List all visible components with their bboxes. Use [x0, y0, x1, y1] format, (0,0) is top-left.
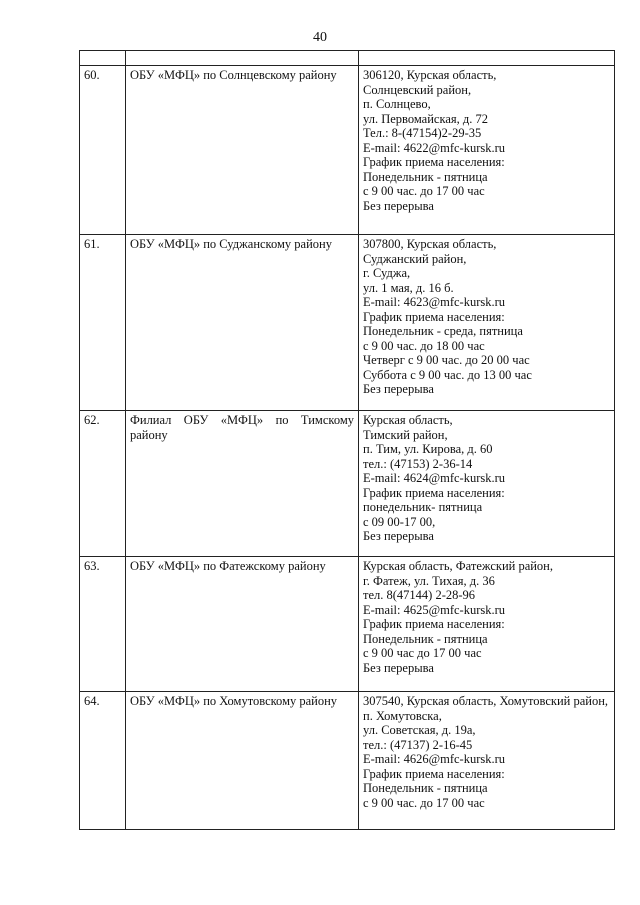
- info-line: E-mail: 4625@mfc-kursk.ru: [363, 602, 506, 617]
- info-line: График приема населения:: [363, 155, 505, 169]
- info-line: с 9 00 час. до 17 00 час: [363, 184, 485, 198]
- info-line: тел. 8(47144) 2-28-96: [363, 588, 476, 602]
- office-name: Филиал ОБУ «МФЦ» по Тимскому району: [126, 411, 359, 557]
- table-row: [80, 66, 615, 235]
- info-line: ул. Первомайская, д. 72: [363, 111, 488, 126]
- info-line: E-mail: 4624@mfc-kursk.ru: [363, 471, 506, 485]
- info-line: Понедельник - пятница: [363, 169, 488, 184]
- row-number: 60.: [80, 66, 126, 235]
- info-line: Без перерыва: [363, 529, 434, 543]
- info-line: График приема населения:: [363, 485, 505, 500]
- info-line: п. Солнцево,: [363, 97, 431, 111]
- office-name: ОБУ «МФЦ» по Хомутовскому району: [126, 692, 359, 830]
- table-header-row: [80, 51, 615, 66]
- info-line: Без перерыва: [363, 198, 434, 213]
- info-line: Солнцевский район,: [363, 82, 472, 97]
- info-line: 306120, Курская область,: [363, 68, 497, 82]
- info-line: Без перерыва: [363, 382, 434, 396]
- page-number: 40: [313, 30, 327, 45]
- info-line: п. Тим, ул. Кирова, д. 60: [363, 442, 493, 456]
- office-name: ОБУ «МФЦ» по Фатежскому району: [126, 557, 359, 692]
- info-line: с 09 00-17 00,: [363, 514, 436, 529]
- header-cell-info: [359, 51, 615, 66]
- table-row: [80, 557, 615, 692]
- info-line: Суджанский район,: [363, 251, 467, 266]
- header-cell-number: [80, 51, 126, 66]
- info-line: понедельник- пятница: [363, 500, 483, 514]
- info-line: ул. Советская, д. 19а,: [363, 723, 476, 737]
- info-line: График приема населения:: [363, 766, 505, 781]
- info-line: 307540, Курская область, Хомутовский район,: [363, 694, 609, 708]
- table-row: [80, 692, 615, 830]
- row-number: 64.: [80, 692, 126, 830]
- info-line: тел.: (47137) 2-16-45: [363, 737, 473, 752]
- info-line: Понедельник - пятница: [363, 781, 488, 795]
- row-number: 63.: [80, 557, 126, 692]
- header-cell-name: [126, 51, 359, 66]
- table-row: [80, 411, 615, 557]
- info-line: 307800, Курская область,: [363, 237, 497, 251]
- info-line: Суббота с 9 00 час. до 13 00 час: [363, 367, 532, 382]
- info-line: тел.: (47153) 2-36-14: [363, 456, 473, 471]
- office-info: [359, 411, 615, 557]
- office-info: [359, 692, 615, 830]
- info-line: График приема населения:: [363, 617, 505, 631]
- row-number: 61.: [80, 235, 126, 411]
- office-info: [359, 235, 615, 411]
- info-line: График приема населения:: [363, 309, 505, 324]
- info-line: г. Суджа,: [363, 266, 411, 280]
- table-row: [80, 235, 615, 411]
- info-line: Курская область,: [363, 413, 453, 427]
- info-line: с 9 00 час. до 17 00 час: [363, 795, 485, 810]
- info-line: Тел.: 8-(47154)2-29-35: [363, 126, 482, 140]
- info-line: E-mail: 4626@mfc-kursk.ru: [363, 752, 506, 766]
- info-line: E-mail: 4622@mfc-kursk.ru: [363, 140, 506, 155]
- info-line: ул. 1 мая, д. 16 б.: [363, 280, 454, 295]
- info-line: E-mail: 4623@mfc-kursk.ru: [363, 295, 506, 309]
- info-line: п. Хомутовска,: [363, 708, 442, 723]
- info-line: с 9 00 час. до 18 00 час: [363, 338, 485, 353]
- office-info: [359, 557, 615, 692]
- row-number: 62.: [80, 411, 126, 557]
- info-line: Без перерыва: [363, 660, 434, 675]
- info-line: г. Фатеж, ул. Тихая, д. 36: [363, 573, 495, 588]
- info-line: Курская область, Фатежский район,: [363, 559, 553, 573]
- info-line: Тимский район,: [363, 427, 448, 442]
- info-line: Четверг с 9 00 час. до 20 00 час: [363, 353, 530, 367]
- info-line: с 9 00 час до 17 00 час: [363, 646, 482, 660]
- mfc-offices-table: [79, 50, 615, 830]
- office-name: ОБУ «МФЦ» по Суджанскому району: [126, 235, 359, 411]
- office-info: [359, 66, 615, 235]
- info-line: Понедельник - среда, пятница: [363, 324, 523, 338]
- info-line: Понедельник - пятница: [363, 631, 488, 646]
- office-name: ОБУ «МФЦ» по Солнцевскому району: [126, 66, 359, 235]
